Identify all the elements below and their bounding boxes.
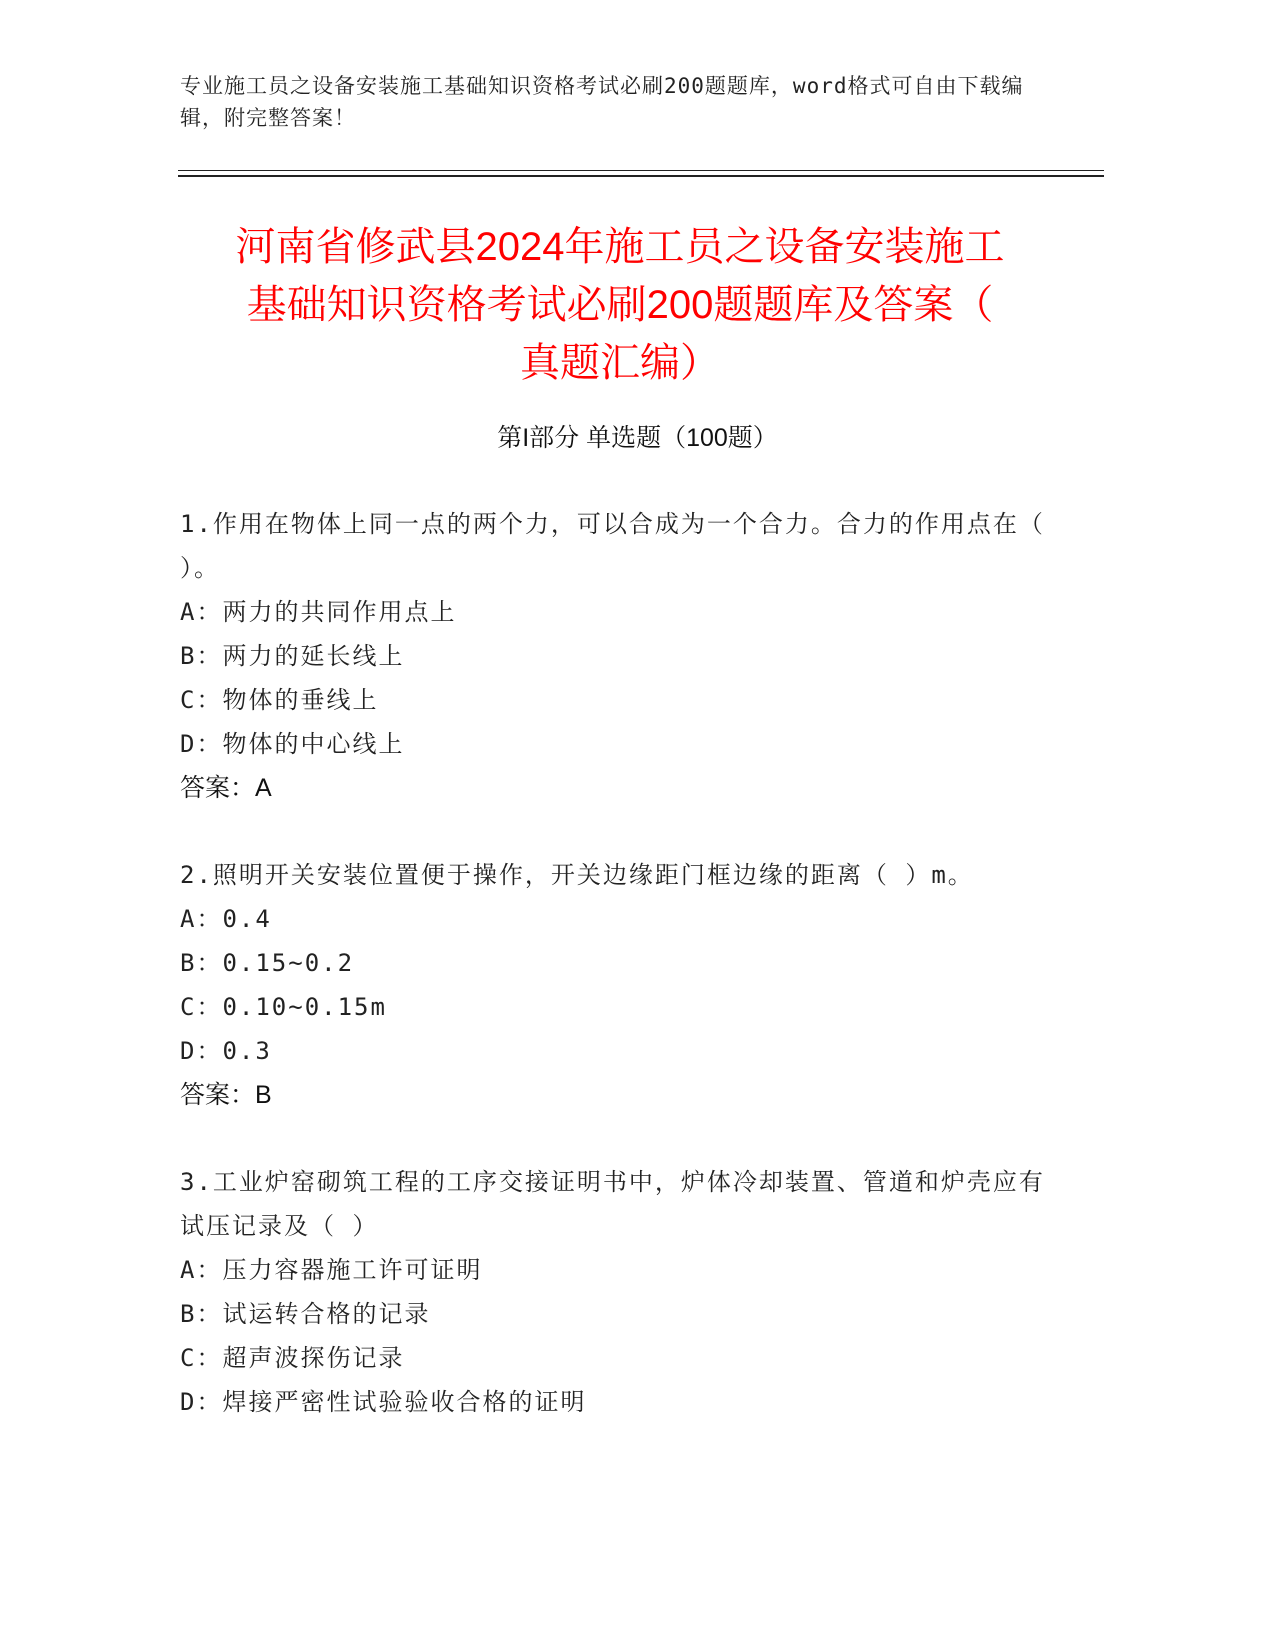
title-line: 河南省修武县2024年施工员之设备安装施工 [235,225,1005,269]
option-b: B：两力的延长线上 [180,642,405,670]
option-a: A：压力容器施工许可证明 [180,1256,483,1284]
question-stem: 1.作用在物体上同一点的两个力，可以合成为一个合力。合力的作用点在（ ）。 [180,510,1045,582]
question-gap [180,1117,1060,1160]
header-note: 专业施工员之设备安装施工基础知识资格考试必刷200题题库，word格式可自由下载编辑，附完整答案！ [180,74,1024,130]
question-list [180,502,1060,1424]
option-c: C：物体的垂线上 [180,686,379,714]
header-divider-thin [178,170,1104,171]
document-title [170,218,1070,392]
option-c: C：超声波探伤记录 [180,1344,405,1372]
title-line: 真题汇编） [520,341,720,385]
title-line: 基础知识资格考试必刷200题题库及答案（ [246,283,994,327]
option-a: A：两力的共同作用点上 [180,598,457,626]
question-1 [180,502,1060,810]
header-divider-thick [178,175,1104,177]
question-stem: 3.工业炉窑砌筑工程的工序交接证明书中，炉体冷却装置、管道和炉壳应有试压记录及（ ） [180,1168,1045,1240]
answer-line: 答案：B [180,1081,272,1109]
option-a: A：0.4 [180,905,272,933]
question-2 [180,853,1060,1117]
option-d: D：0.3 [180,1037,272,1065]
question-gap [180,810,1060,853]
question-3 [180,1160,1060,1424]
option-c: C：0.10~0.15m [180,993,387,1021]
option-d: D：物体的中心线上 [180,730,405,758]
option-b: B：0.15~0.2 [180,949,355,977]
answer-line: 答案：A [180,774,272,802]
section-heading: 第I部分 单选题（100题） [497,424,778,452]
option-b: B：试运转合格的记录 [180,1300,431,1328]
option-d: D：焊接严密性试验验收合格的证明 [180,1388,587,1416]
question-stem: 2.照明开关安装位置便于操作，开关边缘距门框边缘的距离（ ）m。 [180,861,974,889]
